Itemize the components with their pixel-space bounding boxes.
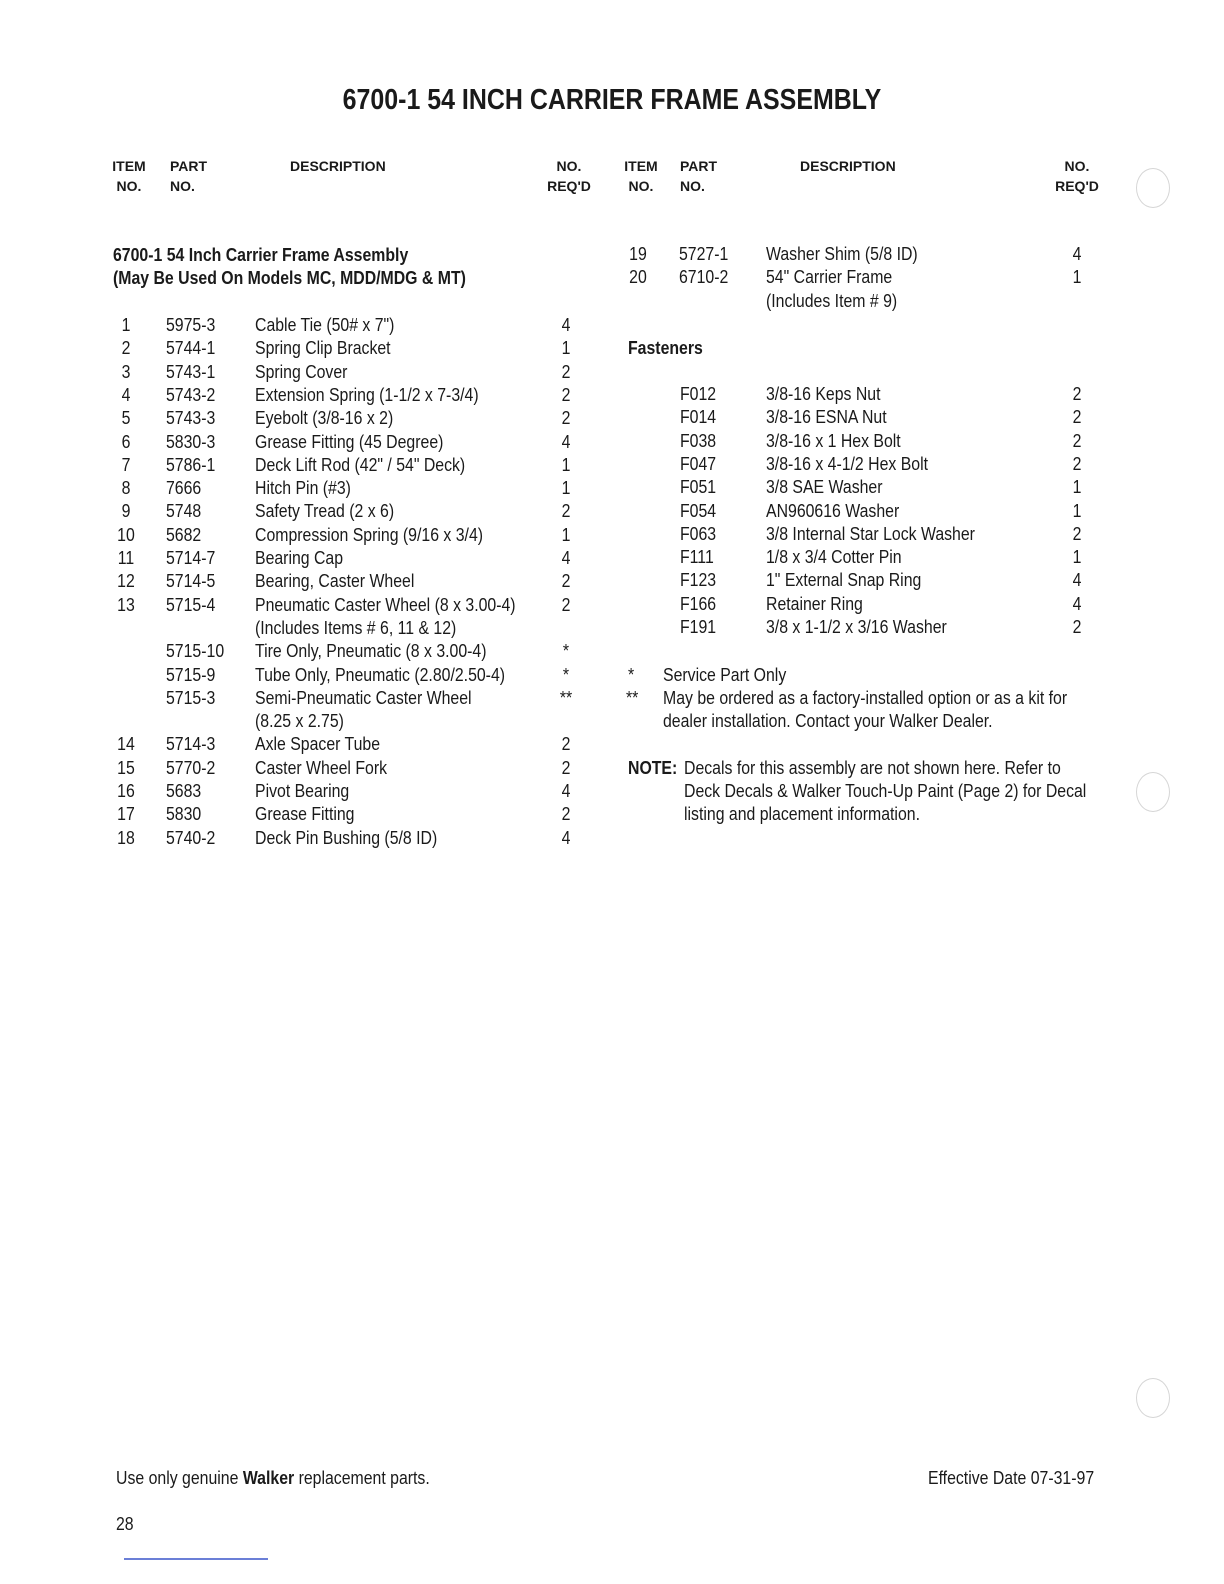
quantity-required: 2 bbox=[561, 571, 571, 592]
fastener-part-number: F012 bbox=[680, 384, 717, 404]
part-number: 5743-2 bbox=[166, 384, 216, 405]
table-row bbox=[0, 523, 1224, 547]
fastener-part-number: F038 bbox=[680, 430, 717, 451]
part-description: Safety Tread (2 x 6) bbox=[255, 501, 395, 522]
fastener-description: 3/8-16 Keps Nut bbox=[766, 384, 881, 404]
part-description: Deck Pin Bushing (5/8 ID) bbox=[255, 827, 438, 848]
item-number: 12 bbox=[117, 571, 135, 592]
table-row bbox=[0, 243, 1224, 267]
fastener-part-number: F166 bbox=[680, 593, 717, 614]
part-number: 5714-3 bbox=[166, 734, 216, 755]
part-number: 5714-7 bbox=[166, 548, 216, 568]
quantity-required: * bbox=[562, 664, 570, 685]
table-row bbox=[0, 314, 1224, 338]
quantity-required: 2 bbox=[1072, 407, 1082, 428]
quantity-required: 4 bbox=[1072, 244, 1082, 264]
quantity-required: 4 bbox=[561, 431, 571, 452]
table-row bbox=[0, 453, 1224, 477]
table-row bbox=[0, 266, 1224, 290]
table-row bbox=[0, 290, 1224, 314]
fastener-description: 1" External Snap Ring bbox=[766, 570, 922, 591]
part-description: Extension Spring (1-1/2 x 7-3/4) bbox=[255, 384, 479, 405]
quantity-required: 1 bbox=[1072, 500, 1082, 521]
fastener-part-number: F123 bbox=[680, 570, 717, 591]
quantity-required: 1 bbox=[1072, 547, 1082, 568]
quantity-required: * bbox=[562, 641, 570, 662]
part-description: Compression Spring (9/16 x 3/4) bbox=[255, 524, 484, 545]
part-number: 5830 bbox=[166, 804, 202, 825]
quantity-required: 2 bbox=[1072, 453, 1082, 474]
part-description: Pneumatic Caster Wheel (8 x 3.00-4) bbox=[255, 594, 516, 615]
footnote-service-text: Service Part Only bbox=[663, 665, 787, 685]
table-row bbox=[0, 733, 1224, 757]
page-title: 6700-1 54 INCH CARRIER FRAME ASSEMBLY bbox=[342, 84, 882, 116]
item-number: 10 bbox=[117, 524, 135, 545]
quantity-required: 4 bbox=[1072, 593, 1082, 614]
part-number: 7666 bbox=[166, 478, 202, 499]
part-description: Axle Spacer Tube bbox=[255, 734, 381, 755]
part-description: (Includes Items # 6, 11 & 12) bbox=[255, 617, 457, 638]
binder-hole-middle bbox=[1136, 772, 1170, 812]
left-header-description: DESCRIPTION bbox=[290, 158, 386, 174]
quantity-required: 2 bbox=[561, 384, 571, 405]
part-description: Spring Clip Bracket bbox=[255, 338, 391, 359]
part-number: 5748 bbox=[166, 501, 202, 522]
part-number: 5682 bbox=[166, 524, 202, 545]
table-row bbox=[0, 640, 1224, 664]
fastener-part-number: F051 bbox=[680, 477, 717, 498]
quantity-required: 2 bbox=[1072, 523, 1082, 544]
footer-genuine-parts: Use only genuine Walker replacement parts. bbox=[116, 1468, 430, 1488]
part-number: 5683 bbox=[166, 781, 202, 801]
table-row bbox=[0, 476, 1224, 500]
part-number: 5770-2 bbox=[166, 757, 216, 778]
part-description: Washer Shim (5/8 ID) bbox=[766, 244, 918, 264]
part-description: Caster Wheel Fork bbox=[255, 757, 388, 778]
quantity-required: 2 bbox=[561, 361, 571, 382]
item-number: 13 bbox=[117, 594, 135, 615]
fastener-part-number: F014 bbox=[680, 407, 717, 428]
item-number: 9 bbox=[121, 501, 131, 522]
fastener-description: 3/8 Internal Star Lock Washer bbox=[766, 523, 975, 544]
quantity-required: 2 bbox=[1072, 384, 1082, 404]
quantity-required: 1 bbox=[1072, 267, 1082, 288]
fastener-description: 3/8-16 x 1 Hex Bolt bbox=[766, 430, 901, 451]
part-description: Semi-Pneumatic Caster Wheel bbox=[255, 687, 472, 708]
item-number: 18 bbox=[117, 827, 135, 848]
part-number: 5830-3 bbox=[166, 431, 216, 452]
item-number: 4 bbox=[121, 384, 131, 405]
quantity-required: 1 bbox=[561, 338, 571, 359]
part-number: 5715-9 bbox=[166, 664, 216, 685]
part-number: 5715-10 bbox=[166, 641, 225, 662]
item-number: 19 bbox=[629, 244, 647, 264]
part-number: 5740-2 bbox=[166, 827, 216, 848]
fastener-part-number: F047 bbox=[680, 453, 717, 474]
left-header-item: ITEM NO. bbox=[112, 158, 146, 194]
item-number: 5 bbox=[121, 408, 131, 429]
item-number: 14 bbox=[117, 734, 135, 755]
part-description: Pivot Bearing bbox=[255, 781, 350, 801]
fastener-description: 3/8-16 ESNA Nut bbox=[766, 407, 887, 428]
assembly-title: 6700-1 54 Inch Carrier Frame Assembly (May Be Used On Models MC, MDD/MDG & MT) bbox=[113, 245, 466, 288]
binder-hole-bottom bbox=[1136, 1378, 1170, 1418]
fastener-part-number: F054 bbox=[680, 500, 717, 521]
right-header-description: DESCRIPTION bbox=[800, 158, 896, 174]
item-number: 11 bbox=[117, 548, 135, 568]
part-description: Tire Only, Pneumatic (8 x 3.00-4) bbox=[255, 641, 487, 662]
part-number: 5715-4 bbox=[166, 594, 216, 615]
fasteners-heading: Fasteners bbox=[628, 338, 703, 358]
part-description: Bearing Cap bbox=[255, 548, 344, 568]
table-row bbox=[0, 616, 1224, 640]
item-number: 17 bbox=[117, 804, 135, 825]
quantity-required: 2 bbox=[1072, 617, 1082, 637]
part-description: Tube Only, Pneumatic (2.80/2.50-4) bbox=[255, 664, 506, 685]
part-description: 54" Carrier Frame bbox=[766, 267, 893, 288]
quantity-required: 2 bbox=[561, 757, 571, 778]
item-number: 6 bbox=[121, 431, 131, 452]
fastener-part-number: F191 bbox=[680, 617, 717, 637]
item-number: 2 bbox=[121, 338, 131, 359]
quantity-required: 4 bbox=[561, 548, 571, 568]
part-number: 5743-1 bbox=[166, 361, 216, 382]
part-number: 5975-3 bbox=[166, 315, 216, 335]
footnote-option-text: May be ordered as a factory-installed option or as a kit for dealer installation. Contact your Walker Dealer. bbox=[663, 688, 1068, 732]
item-number: 3 bbox=[121, 361, 131, 382]
fastener-description: AN960616 Washer bbox=[766, 500, 900, 521]
item-number: 1 bbox=[121, 315, 131, 335]
table-row bbox=[0, 546, 1224, 570]
quantity-required: 2 bbox=[561, 804, 571, 825]
quantity-required: 1 bbox=[561, 478, 571, 499]
fastener-description: Retainer Ring bbox=[766, 593, 863, 614]
quantity-required: 4 bbox=[561, 827, 571, 848]
quantity-required: 2 bbox=[561, 734, 571, 755]
part-number: 5786-1 bbox=[166, 454, 216, 475]
item-number: 16 bbox=[117, 781, 135, 801]
fastener-part-number: F111 bbox=[680, 547, 714, 568]
part-number: 5714-5 bbox=[166, 571, 216, 592]
part-description: Bearing, Caster Wheel bbox=[255, 571, 415, 592]
right-header-part: PART NO. bbox=[680, 158, 718, 194]
part-description: Grease Fitting bbox=[255, 804, 355, 825]
part-number: 5715-3 bbox=[166, 687, 216, 708]
table-row bbox=[0, 593, 1224, 617]
quantity-required: 4 bbox=[1072, 570, 1082, 591]
quantity-required: ** bbox=[559, 687, 573, 708]
right-header-req: NO. REQ'D bbox=[1055, 158, 1099, 194]
item-number: 8 bbox=[121, 478, 131, 499]
page-number: 28 bbox=[116, 1514, 134, 1534]
table-row bbox=[0, 500, 1224, 524]
table-row bbox=[0, 406, 1224, 430]
item-number: 20 bbox=[629, 267, 647, 288]
part-description: Hitch Pin (#3) bbox=[255, 478, 351, 499]
footnote-service-mark: * bbox=[628, 665, 635, 685]
note-line-1: Decals for this assembly are not shown here. Refer to bbox=[684, 758, 1061, 778]
right-header-item: ITEM NO. bbox=[624, 158, 658, 194]
table-row bbox=[0, 361, 1224, 385]
part-description: Deck Lift Rod (42" / 54" Deck) bbox=[255, 454, 466, 475]
left-header-req: NO. REQ'D bbox=[547, 158, 591, 194]
item-number: 7 bbox=[121, 454, 131, 475]
fastener-description: 3/8-16 x 4-1/2 Hex Bolt bbox=[766, 453, 929, 474]
left-header-part: PART NO. bbox=[170, 158, 208, 194]
part-description: (8.25 x 2.75) bbox=[255, 711, 344, 732]
quantity-required: 1 bbox=[561, 524, 571, 545]
binder-hole-top bbox=[1136, 168, 1170, 208]
footnote-option-mark: ** bbox=[626, 688, 639, 708]
table-row bbox=[0, 337, 1224, 361]
table-row bbox=[0, 430, 1224, 454]
quantity-required: 4 bbox=[561, 781, 571, 801]
quantity-required: 1 bbox=[561, 454, 571, 475]
quantity-required: 2 bbox=[1072, 430, 1082, 451]
table-row bbox=[0, 827, 1224, 851]
table-row bbox=[0, 383, 1224, 407]
table-row bbox=[0, 664, 1224, 688]
quantity-required: 4 bbox=[561, 315, 571, 335]
fastener-description: 3/8 SAE Washer bbox=[766, 477, 883, 498]
part-description: (Includes Item # 9) bbox=[766, 290, 898, 311]
part-number: 5743-3 bbox=[166, 408, 216, 429]
table-row bbox=[0, 569, 1224, 593]
item-number: 15 bbox=[117, 757, 135, 778]
fastener-description: 3/8 x 1-1/2 x 3/16 Washer bbox=[766, 617, 947, 637]
part-number: 6710-2 bbox=[679, 267, 729, 288]
footer-effective-date: Effective Date 07-31-97 bbox=[928, 1468, 1095, 1488]
part-description: Cable Tie (50# x 7") bbox=[255, 315, 395, 335]
quantity-required: 1 bbox=[1072, 477, 1082, 498]
part-description: Spring Cover bbox=[255, 361, 348, 382]
fastener-description: 1/8 x 3/4 Cotter Pin bbox=[766, 547, 902, 568]
quantity-required: 2 bbox=[561, 594, 571, 615]
fastener-part-number: F063 bbox=[680, 523, 717, 544]
part-number: 5744-1 bbox=[166, 338, 216, 359]
part-description: Grease Fitting (45 Degree) bbox=[255, 431, 444, 452]
quantity-required: 2 bbox=[561, 408, 571, 429]
note-label: NOTE: bbox=[628, 758, 678, 778]
part-number: 5727-1 bbox=[679, 244, 729, 264]
note-text: Deck Decals & Walker Touch-Up Paint (Page 2) for Decal listing and placement information. bbox=[684, 781, 1087, 825]
footer-link-underline bbox=[124, 1558, 268, 1560]
part-description: Eyebolt (3/8-16 x 2) bbox=[255, 408, 394, 429]
quantity-required: 2 bbox=[561, 501, 571, 522]
